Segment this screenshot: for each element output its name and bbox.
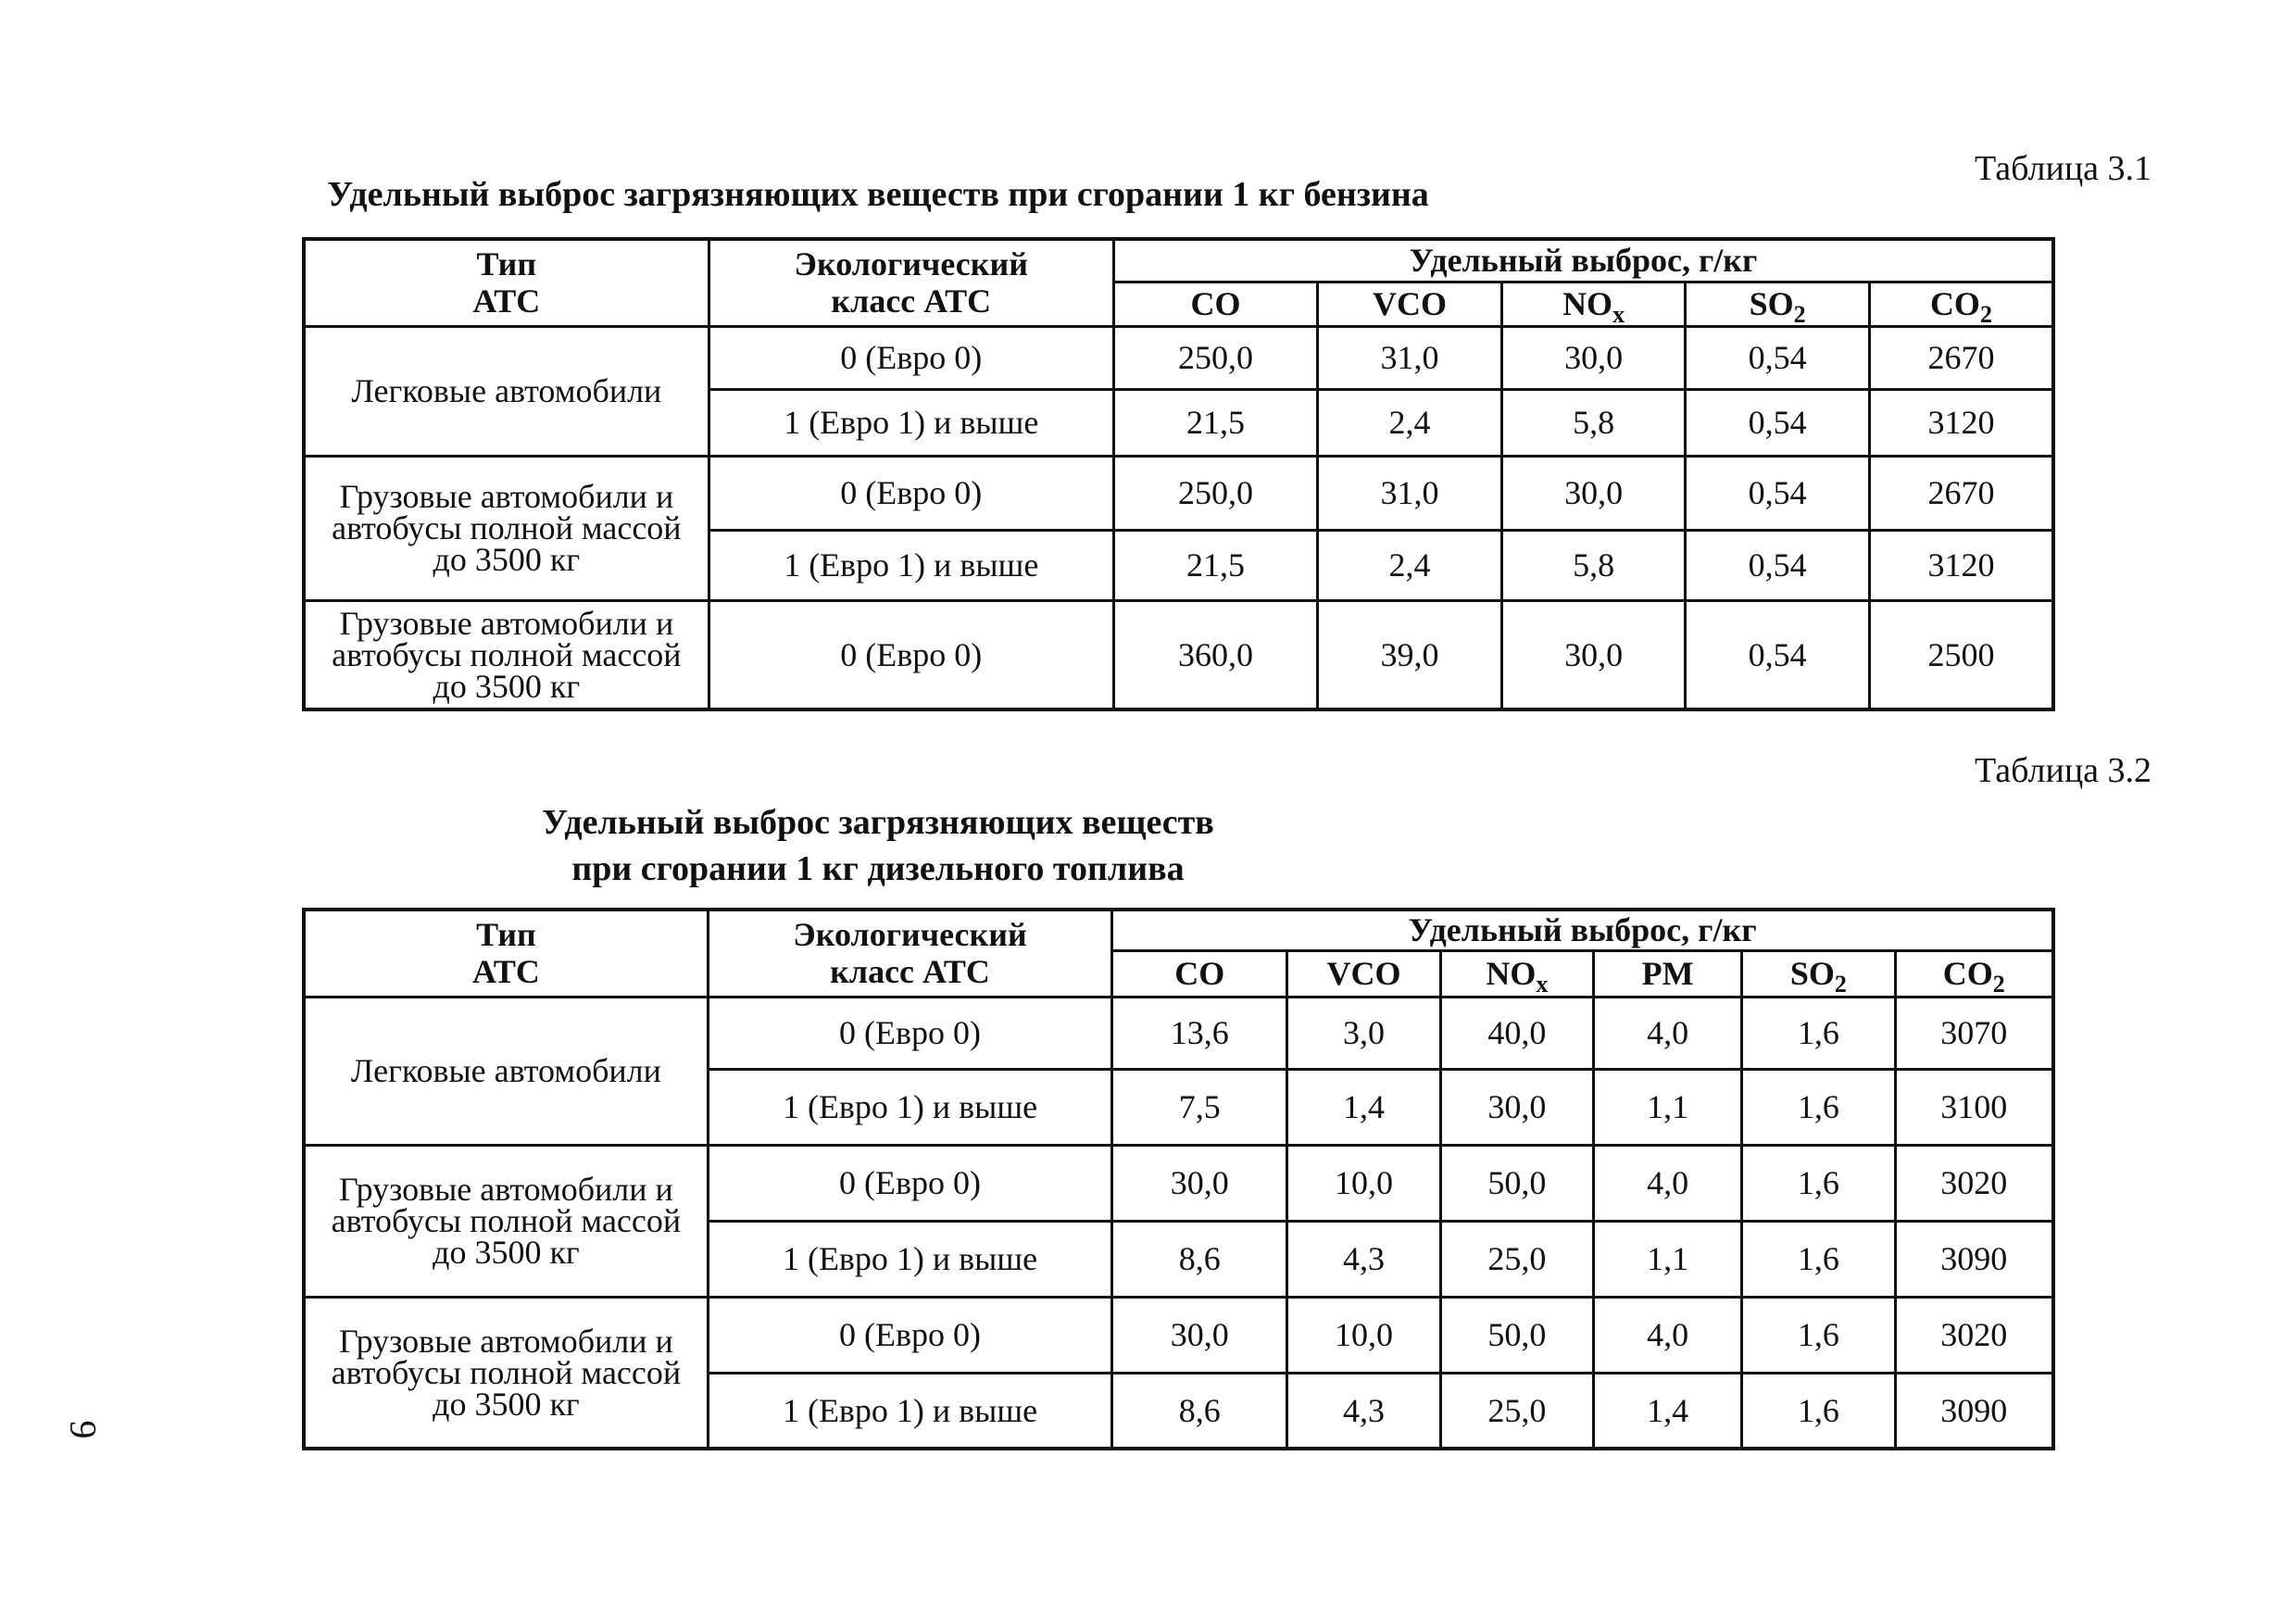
emission-value: 31,0 <box>1318 326 1502 389</box>
eco-class: 1 (Евро 1) и выше <box>708 1069 1111 1145</box>
emission-value: 1,6 <box>1742 997 1895 1069</box>
emission-value: 1,1 <box>1594 1221 1742 1297</box>
vehicle-type: Легковые автомобили <box>304 326 709 456</box>
emission-value: 3100 <box>1895 1069 2053 1145</box>
pollutant-header <box>1895 950 2053 997</box>
pollutant-header <box>1686 282 1870 326</box>
emission-value: 1,1 <box>1594 1069 1742 1145</box>
eco-class: 1 (Евро 1) и выше <box>708 1221 1111 1297</box>
emission-value: 30,0 <box>1112 1145 1287 1221</box>
emission-value: 1,6 <box>1742 1145 1895 1221</box>
emission-value: 3,0 <box>1287 997 1440 1069</box>
emission-value: 1,6 <box>1742 1297 1895 1373</box>
pollutant-header <box>1440 950 1593 997</box>
emission-value: 50,0 <box>1440 1297 1593 1373</box>
emission-value: 31,0 <box>1318 456 1502 530</box>
emission-value: 1,6 <box>1742 1373 1895 1449</box>
pollutant-header <box>1287 950 1440 997</box>
header-emission: Удельный выброс, г/кг <box>1112 910 2053 950</box>
emission-value: 8,6 <box>1112 1373 1287 1449</box>
eco-class: 1 (Евро 1) и выше <box>709 389 1113 456</box>
table-3-1-label: Таблица 3.1 <box>1975 149 2152 188</box>
emission-value: 3020 <box>1895 1145 2053 1221</box>
eco-class: 1 (Евро 1) и выше <box>709 530 1113 600</box>
table-3-1 <box>302 237 2055 711</box>
emission-value: 0,54 <box>1686 326 1870 389</box>
pollutant-name: CO <box>1174 955 1225 992</box>
emission-value: 2500 <box>1869 600 2053 709</box>
header-row <box>304 910 2053 950</box>
pollutant-header <box>1318 282 1502 326</box>
pollutant-name: SO <box>1789 955 1835 992</box>
pollutant-name: SO <box>1749 285 1794 322</box>
pollutant-header <box>1742 950 1895 997</box>
pollutant-header <box>1113 282 1317 326</box>
pollutant-name: CO <box>1942 955 1993 992</box>
table-3-2-title <box>0 799 1756 892</box>
emission-value: 360,0 <box>1113 600 1317 709</box>
pollutant-subscript: x <box>1612 301 1625 328</box>
pollutant-header <box>1869 282 2053 326</box>
emission-value: 25,0 <box>1440 1221 1593 1297</box>
table-3-2-label: Таблица 3.2 <box>1975 751 2152 790</box>
pollutant-subscript: 2 <box>1992 971 2005 998</box>
table-row <box>304 600 2053 709</box>
emission-value: 30,0 <box>1501 326 1686 389</box>
table-row <box>304 1145 2053 1221</box>
emission-value: 5,8 <box>1501 389 1686 456</box>
emission-value: 5,8 <box>1501 530 1686 600</box>
emission-value: 3090 <box>1895 1221 2053 1297</box>
table-row <box>304 326 2053 389</box>
eco-class: 1 (Евро 1) и выше <box>708 1373 1111 1449</box>
emission-value: 4,0 <box>1594 997 1742 1069</box>
emission-value: 4,0 <box>1594 1145 1742 1221</box>
pollutant-name: CO <box>1190 285 1241 322</box>
emission-value: 3020 <box>1895 1297 2053 1373</box>
header-type <box>304 910 708 997</box>
table-row <box>304 1297 2053 1373</box>
pollutant-header <box>1594 950 1742 997</box>
emission-value: 4,3 <box>1287 1373 1440 1449</box>
pollutant-subscript: 2 <box>1979 301 1992 328</box>
header-emission: Удельный выброс, г/кг <box>1113 239 2053 282</box>
emission-value: 21,5 <box>1113 530 1317 600</box>
table-3-2-title-line1: Удельный выброс загрязняющих веществ <box>542 803 1214 842</box>
emission-value: 3120 <box>1869 530 2053 600</box>
emission-value: 25,0 <box>1440 1373 1593 1449</box>
table-row <box>304 456 2053 530</box>
emission-value: 3120 <box>1869 389 2053 456</box>
emission-value: 13,6 <box>1112 997 1287 1069</box>
emission-value: 0,54 <box>1686 389 1870 456</box>
emission-value: 250,0 <box>1113 456 1317 530</box>
emission-value: 2670 <box>1869 326 2053 389</box>
eco-class: 0 (Евро 0) <box>709 326 1113 389</box>
table-3-1-title-text: Удельный выброс загрязняющих веществ при сгорании 1 кг бензина <box>327 175 1429 214</box>
emission-value: 30,0 <box>1440 1069 1593 1145</box>
vehicle-type: Легковые автомобили <box>304 997 708 1145</box>
emission-value: 1,6 <box>1742 1069 1895 1145</box>
table-row <box>304 997 2053 1069</box>
emission-value: 3090 <box>1895 1373 2053 1449</box>
emission-value: 21,5 <box>1113 389 1317 456</box>
emission-value: 8,6 <box>1112 1221 1287 1297</box>
header-type-line1: Тип <box>476 916 536 954</box>
emission-value: 30,0 <box>1501 600 1686 709</box>
emission-value: 1,4 <box>1287 1069 1440 1145</box>
header-eco-line1: Экологический <box>793 916 1027 954</box>
header-eco-line2: класс АТС <box>830 953 990 991</box>
vehicle-type: Грузовые автомобили и автобусы полной массой до 3500 кг <box>304 456 709 600</box>
pollutant-name: PM <box>1641 955 1694 992</box>
emission-value: 2,4 <box>1318 530 1502 600</box>
vehicle-type: Грузовые автомобили и автобусы полной массой до 3500 кг <box>304 1145 708 1297</box>
emission-value: 250,0 <box>1113 326 1317 389</box>
table-3-1-title <box>0 171 1756 218</box>
pollutant-header <box>1112 950 1287 997</box>
header-eco-class <box>708 910 1111 997</box>
emission-value: 4,0 <box>1594 1297 1742 1373</box>
emission-value: 1,6 <box>1742 1221 1895 1297</box>
emission-value: 10,0 <box>1287 1145 1440 1221</box>
emission-value: 0,54 <box>1686 530 1870 600</box>
emission-value: 2670 <box>1869 456 2053 530</box>
pollutant-header <box>1501 282 1686 326</box>
eco-class: 0 (Евро 0) <box>708 1145 1111 1221</box>
emission-value: 7,5 <box>1112 1069 1287 1145</box>
eco-class: 0 (Евро 0) <box>709 456 1113 530</box>
page-number: 9 <box>62 1420 105 1439</box>
pollutant-name: NO <box>1486 955 1537 992</box>
header-eco-class <box>709 239 1113 326</box>
header-row <box>304 239 2053 282</box>
emission-value: 4,3 <box>1287 1221 1440 1297</box>
header-type <box>304 239 709 326</box>
header-type-line2: АТС <box>472 953 540 991</box>
emission-value: 0,54 <box>1686 456 1870 530</box>
pollutant-name: VCO <box>1373 285 1448 322</box>
eco-class: 0 (Евро 0) <box>709 600 1113 709</box>
pollutant-name: CO <box>1929 285 1980 322</box>
table-3-2 <box>302 908 2055 1450</box>
pollutant-subscript: 2 <box>1793 301 1806 328</box>
pollutant-name: VCO <box>1326 955 1401 992</box>
table-3-2-title-line2: при сгорании 1 кг дизельного топлива <box>571 849 1185 888</box>
header-type-line1: Тип <box>476 245 537 283</box>
pollutant-subscript: x <box>1536 971 1549 998</box>
header-eco-line1: Экологический <box>794 245 1028 283</box>
emission-value: 30,0 <box>1112 1297 1287 1373</box>
emission-value: 1,4 <box>1594 1373 1742 1449</box>
eco-class: 0 (Евро 0) <box>708 1297 1111 1373</box>
pollutant-name: NO <box>1562 285 1613 322</box>
vehicle-type: Грузовые автомобили и автобусы полной массой до 3500 кг <box>304 1297 708 1449</box>
emission-value: 30,0 <box>1501 456 1686 530</box>
emission-value: 50,0 <box>1440 1145 1593 1221</box>
emission-value: 2,4 <box>1318 389 1502 456</box>
emission-value: 39,0 <box>1318 600 1502 709</box>
eco-class: 0 (Евро 0) <box>708 997 1111 1069</box>
pollutant-subscript: 2 <box>1834 971 1847 998</box>
emission-value: 40,0 <box>1440 997 1593 1069</box>
header-eco-line2: класс АТС <box>831 282 992 320</box>
header-type-line2: АТС <box>472 282 541 320</box>
vehicle-type: Грузовые автомобили и автобусы полной массой до 3500 кг <box>304 600 709 709</box>
emission-value: 0,54 <box>1686 600 1870 709</box>
emission-value: 10,0 <box>1287 1297 1440 1373</box>
emission-value: 3070 <box>1895 997 2053 1069</box>
